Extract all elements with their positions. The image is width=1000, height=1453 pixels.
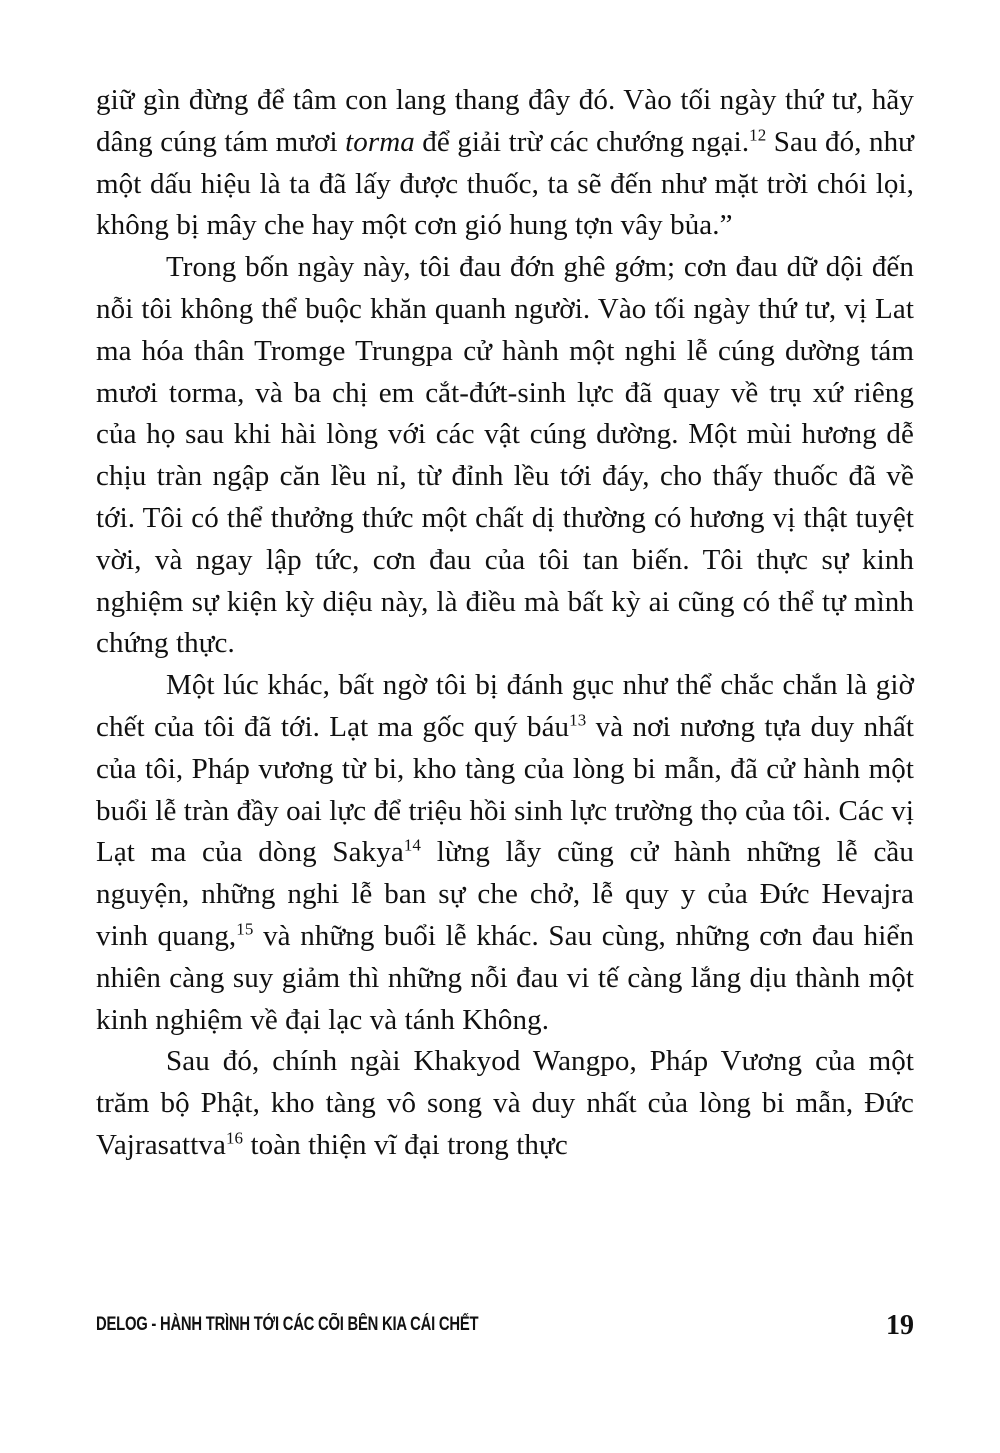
text-run: để giải trừ các chướng ngại. — [414, 125, 750, 158]
text-run: Sau đó, chính ngài Khakyod Wangpo, Pháp Vương của một trăm bộ Phật, kho tàng vô song và duy nhất của lòng bi mẫn, Đức Vajrasattva — [96, 1045, 914, 1161]
text-run: toàn thiện vĩ đại trong thực — [243, 1128, 568, 1161]
footnote-ref[interactable]: 16 — [225, 1128, 244, 1148]
text-run: Trong bốn ngày này, tôi đau đớn ghê gớm; cơn đau dữ dội đến nỗi tôi không thể buộc khăn quanh người. Vào tối ngày thứ tư, vị Lat ma hóa thân Tromge Trungpa cử hành một nghi lễ cúng dường tám mươi torma, và ba chị em cắt-đứt-sinh lực đã quay về trụ xứ riêng của họ sau khi hài lòng với các vật cúng dường. Một mùi hương dễ chịu tràn ngập căn lều nỉ, từ đỉnh lều tới đáy, cho thấy thuốc đã về tới. Tôi có thể thưởng thức một chất dị thường có hương vị thật tuyệt vời, và ngay lập tức, cơn đau của tôi tan biến. Tôi thực sự kinh nghiệm sự kiện kỳ diệu này, là điều mà bất kỳ ai cũng có thể tự mình chứng thực. — [96, 251, 914, 660]
paragraph — [96, 247, 914, 665]
paragraph — [96, 1041, 914, 1166]
text-run: và những buổi lễ khác. Sau cùng, những cơn đau hiển nhiên càng suy giảm thì những nỗi đau vi tế càng lắng dịu thành một kinh nghiệm về đại lạc và tánh Không. — [96, 919, 914, 1036]
page-number: 19 — [886, 1310, 914, 1341]
text-run: lừng lẫy cũng cử hành những lễ cầu nguyện, những nghi lễ ban sự che chở, lễ quy y của Đức Hevajra vinh quang, — [96, 836, 914, 952]
footnote-ref[interactable]: 15 — [236, 919, 254, 939]
footnote-ref[interactable]: 12 — [749, 125, 767, 145]
text-run: và nơi nương tựa duy nhất của tôi, Pháp vương từ bi, kho tàng của lòng bi mẫn, đã cử hành một buổi lễ tràn đầy oai lực để triệu hồi sinh lực trường thọ của tôi. Các vị Lạt ma của dòng Sakya — [96, 710, 914, 869]
page-body — [96, 80, 914, 1167]
running-title: DELOG - HÀNH TRÌNH TỚI CÁC CÕI BÊN KIA CÁI CHẾT — [96, 1314, 479, 1335]
italic-term: torma — [345, 125, 415, 158]
footnote-ref[interactable]: 14 — [403, 835, 422, 855]
paragraph — [96, 80, 914, 247]
paragraph — [96, 665, 914, 1041]
text-run: Một lúc khác, bất ngờ tôi bị đánh gục như thể chắc chắn là giờ chết của tôi đã tới. Lạt ma gốc quý báu — [96, 669, 914, 743]
page-footer — [96, 1310, 914, 1344]
text-run: Sau đó, như một dấu hiệu là ta đã lấy được thuốc, ta sẽ đến như mặt trời chói lọi, không bị mây che hay một cơn gió hung tợn vây bủa.” — [96, 125, 914, 242]
text-run: giữ gìn đừng để tâm con lang thang đây đó. Vào tối ngày thứ tư, hãy dâng cúng tám mươi — [96, 84, 914, 158]
footnote-ref[interactable]: 13 — [569, 710, 587, 730]
